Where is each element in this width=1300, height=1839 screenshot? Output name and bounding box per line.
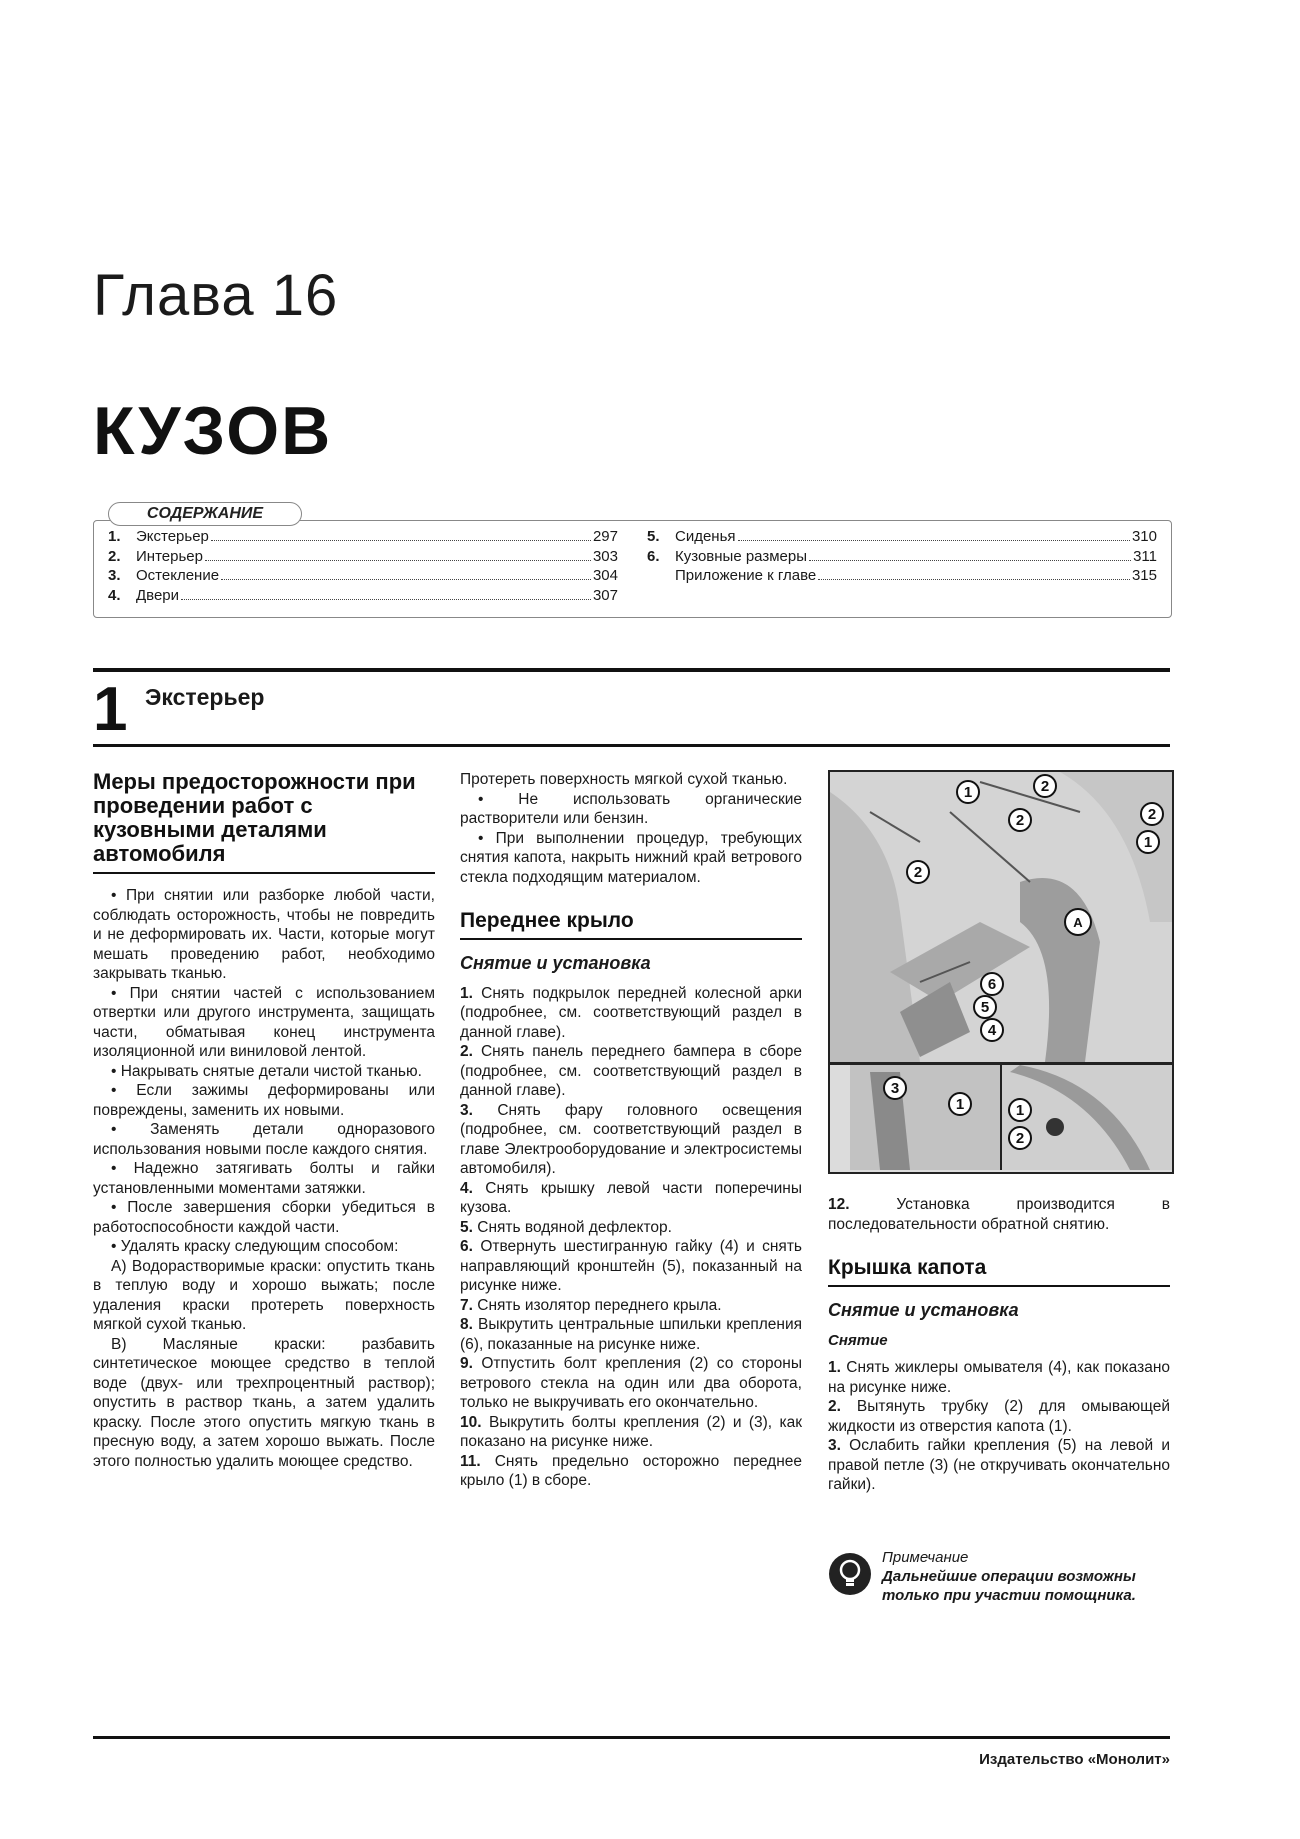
callout-4 [981,1019,1003,1041]
toc-entry[interactable] [647,566,1157,586]
step-text: Снять водяной дефлектор. [477,1218,672,1236]
step-item [460,1042,802,1101]
step-number: 9. [460,1355,473,1372]
step-item [460,1315,802,1354]
callout-1-inset [949,1093,971,1115]
step-text: Отвернуть шестигранную гайку (4) и снять направляющий кронштейн (5), показанный на рисунке ниже. [460,1238,803,1294]
note-box [828,1548,1170,1605]
fender-diagram-drawing [830,772,1172,1172]
step-item [460,1354,802,1413]
toc-entry-number: 2. [108,547,121,565]
toc-entry[interactable] [108,586,618,606]
step-item [828,1358,1170,1397]
publisher-footer: Издательство «Монолит» [979,1751,1170,1768]
svg-text:2: 2 [1040,778,1050,795]
paragraph: • При снятии или разборке любой части, соблюдать осторожность, чтобы не повредить и не деформировать их. Части, которые могут мешать проведению работ, необходимо закрывать тканью. [93,887,435,982]
step-item [828,1397,1170,1436]
page-title: КУЗОВ [93,393,333,469]
toc-entry-number: 1. [108,528,121,545]
svg-text:5: 5 [980,999,990,1016]
callout-2-left [907,861,929,883]
step-item [460,1413,802,1452]
removal-installation-subheading: Снятие и установка [460,953,651,973]
callout-2-mid [1009,809,1031,831]
section-number: 1 [93,675,128,744]
svg-text:1: 1 [1015,1102,1025,1119]
paragraph: Протереть поверхность мягкой сухой тканью. [460,771,788,788]
toc-entry[interactable] [108,547,618,567]
callout-1-inset-right [1009,1099,1031,1121]
step-number: 3. [828,1437,841,1454]
toc-entry-title: Интерьер [136,547,203,565]
toc-entry-title: Приложение к главе [675,567,817,584]
toc-entry-number: 3. [108,567,121,584]
toc-entry-title: Двери [136,586,180,604]
step-item [460,1218,802,1238]
step-text: Снять жиклеры омывателя (4), как показано на рисунке ниже. [828,1359,1170,1396]
toc-leader [809,560,1131,561]
paragraph: А) Водорастворимые краски: опустить ткань в теплую воду и хорошо выжать; после удаления краски протереть поверхность мягкой сухой тканью. [93,1257,435,1333]
callout-1-right [1137,831,1159,853]
paragraph: • При выполнении процедур, требующих снятия капота, накрыть нижний край ветрового стекла подходящим материалом. [460,829,802,886]
toc-entry-title: Экстерьер [136,528,209,545]
toc-entry-page: 303 [592,547,618,565]
step-number: 2. [460,1043,473,1060]
step-number: 1. [460,984,473,1002]
step-text: Снять предельно осторожно переднее крыло (1) в сборе. [460,1452,802,1489]
view-marker-a [1065,909,1091,935]
fender-diagram [828,770,1174,1174]
toc-entry-number: 4. [108,586,121,604]
step-text: Снять изолятор переднего крыла. [477,1296,722,1314]
column-front-fender [460,770,802,1491]
step-number: 12. [828,1196,850,1213]
step-number: 10. [460,1413,482,1431]
callout-2-top [1034,775,1056,797]
step-text: Снять крышку левой части поперечины кузова. [460,1179,803,1216]
paragraph: • Надежно затягивать болты и гайки установленными моментами затяжки. [93,1160,435,1197]
step-number: 4. [460,1179,473,1197]
toc-entry[interactable] [647,547,1157,567]
step-number: 3. [460,1101,473,1119]
callout-6 [981,973,1003,995]
step-text: Отпустить болт крепления (2) со стороны ветрового стекла на один или два оборота, только не выкручивать его окончательно. [460,1355,802,1411]
callout-1-top [957,781,979,803]
chapter-label: Глава 16 [93,263,339,328]
note-title: Примечание [882,1549,969,1566]
callout-2-right [1141,803,1163,825]
column-precautions [93,770,435,1471]
toc-entry-number: 5. [647,528,660,545]
section-rule-bottom [93,744,1170,747]
svg-text:2: 2 [1015,1130,1025,1147]
lightbulb-icon [828,1552,872,1596]
svg-text:2: 2 [1015,812,1025,829]
step-number: 2. [828,1398,841,1415]
step-number: 8. [460,1316,473,1333]
svg-text:4: 4 [987,1022,997,1039]
step-item [460,1179,802,1218]
toc-entry-page: 304 [592,567,618,584]
toc-entry-page: 297 [592,528,618,545]
step-item [460,1296,802,1316]
toc-leader [205,560,591,561]
svg-text:1: 1 [1143,834,1153,851]
toc-entry-title: Сиденья [675,528,736,545]
toc-leader [181,599,591,600]
step-text: Ослабить гайки крепления (5) на левой и правой петле (3) (не откручивать окончательно гайки). [828,1437,1170,1493]
step-item [828,1195,1170,1234]
note-body: Дальнейшие операции возможны только при участии помощника. [882,1568,1136,1604]
toc-entry-page: 311 [1133,547,1157,565]
paragraph: • Удалять краску следующим способом: [111,1238,399,1255]
step-text: Снять панель переднего бампера в сборе (подробнее, см. соответствующий раздел в данной главе). [460,1043,802,1099]
step-number: 11. [460,1452,481,1470]
column-hood [828,1195,1170,1495]
paragraph: В) Масляные краски: разбавить синтетическое моющее средство в теплой воде (двух- или трехпроцентный раствор); опустить в раствор ткань, а затем удалить краску. После этого опустить мягкую ткань в пресную воду, а затем хорошо выжать. После этого полностью удалить моющее средство. [93,1335,435,1470]
front-fender-heading: Переднее крыло [460,909,802,940]
step-item [460,984,802,1043]
step-text: Выкрутить болты крепления (2) и (3), как показано на рисунке ниже. [460,1413,802,1450]
callout-2-inset-right [1009,1127,1031,1149]
svg-text:2: 2 [1147,806,1157,823]
step-text: Снять фару головного освещения (подробнее, см. соответствующий раздел в главе Электрооборудование и электросистемы автомобиля). [460,1101,803,1177]
toc-entry-page: 307 [592,586,618,604]
toc-leader [738,540,1130,541]
toc-entry[interactable] [108,527,618,547]
section-rule-top [93,668,1170,672]
removal-label: Снятие [828,1331,888,1349]
toc-entry-number: 6. [647,547,660,565]
paragraph: • Если зажимы деформированы или повреждены, заменить их новыми. [93,1082,435,1119]
note-content [882,1548,1170,1605]
toc-leader [211,540,591,541]
step-number: 7. [460,1296,473,1314]
footer-rule [93,1736,1170,1739]
svg-text:1: 1 [963,784,973,801]
step-text: Снять подкрылок передней колесной арки (подробнее, см. соответствующий раздел в данной главе). [460,984,802,1041]
svg-text:1: 1 [955,1096,965,1113]
step-text: Выкрутить центральные шпильки крепления (6), показанные на рисунке ниже. [460,1316,802,1353]
toc-right-column [647,527,1157,586]
paragraph: • Не использовать органические растворители или бензин. [460,790,802,827]
precautions-heading: Меры предосторожности при проведении работ с кузовными деталями автомобиля [93,770,435,874]
step-item [828,1436,1170,1495]
paragraph: • При снятии частей с использованием отвертки или другого инструмента, защищать части, обматывая конец инструмента изоляционной или виниловой лентой. [93,984,435,1060]
step-number: 5. [460,1218,473,1236]
toc-entry-page: 310 [1131,528,1157,545]
paragraph: • Накрывать снятые детали чистой тканью. [111,1062,422,1080]
paragraph: • После завершения сборки убедиться в работоспособности каждой части. [93,1199,435,1236]
svg-text:6: 6 [987,976,997,993]
paragraph: • Заменять детали одноразового использования новыми после каждого снятия. [93,1121,435,1158]
toc-leader [818,579,1130,580]
svg-text:3: 3 [890,1080,900,1097]
toc-leader [221,579,591,580]
callout-5 [974,996,996,1018]
svg-text:A: A [1073,915,1083,930]
toc-label: СОДЕРЖАНИЕ [108,502,302,526]
toc-entry-title: Остекление [136,567,220,584]
toc-entry[interactable] [108,566,618,586]
callout-3-inset [884,1077,906,1099]
step-item [460,1452,802,1491]
step-text: Вытянуть трубку (2) для омывающей жидкости из отверстия капота (1). [828,1398,1170,1435]
toc-entry[interactable] [647,527,1157,547]
toc-entry-page: 315 [1131,567,1157,584]
toc-left-column [108,527,618,605]
step-text: Установка производится в последовательности обратной снятию. [828,1196,1170,1233]
svg-text:2: 2 [913,864,923,881]
hood-subheading: Снятие и установка [828,1300,1019,1320]
toc-entry-title: Кузовные размеры [675,547,808,565]
step-number: 1. [828,1359,841,1376]
section-title: Экстерьер [145,684,265,710]
step-item [460,1237,802,1296]
step-number: 6. [460,1238,473,1255]
hood-heading: Крышка капота [828,1256,1170,1287]
step-item [460,1101,802,1179]
